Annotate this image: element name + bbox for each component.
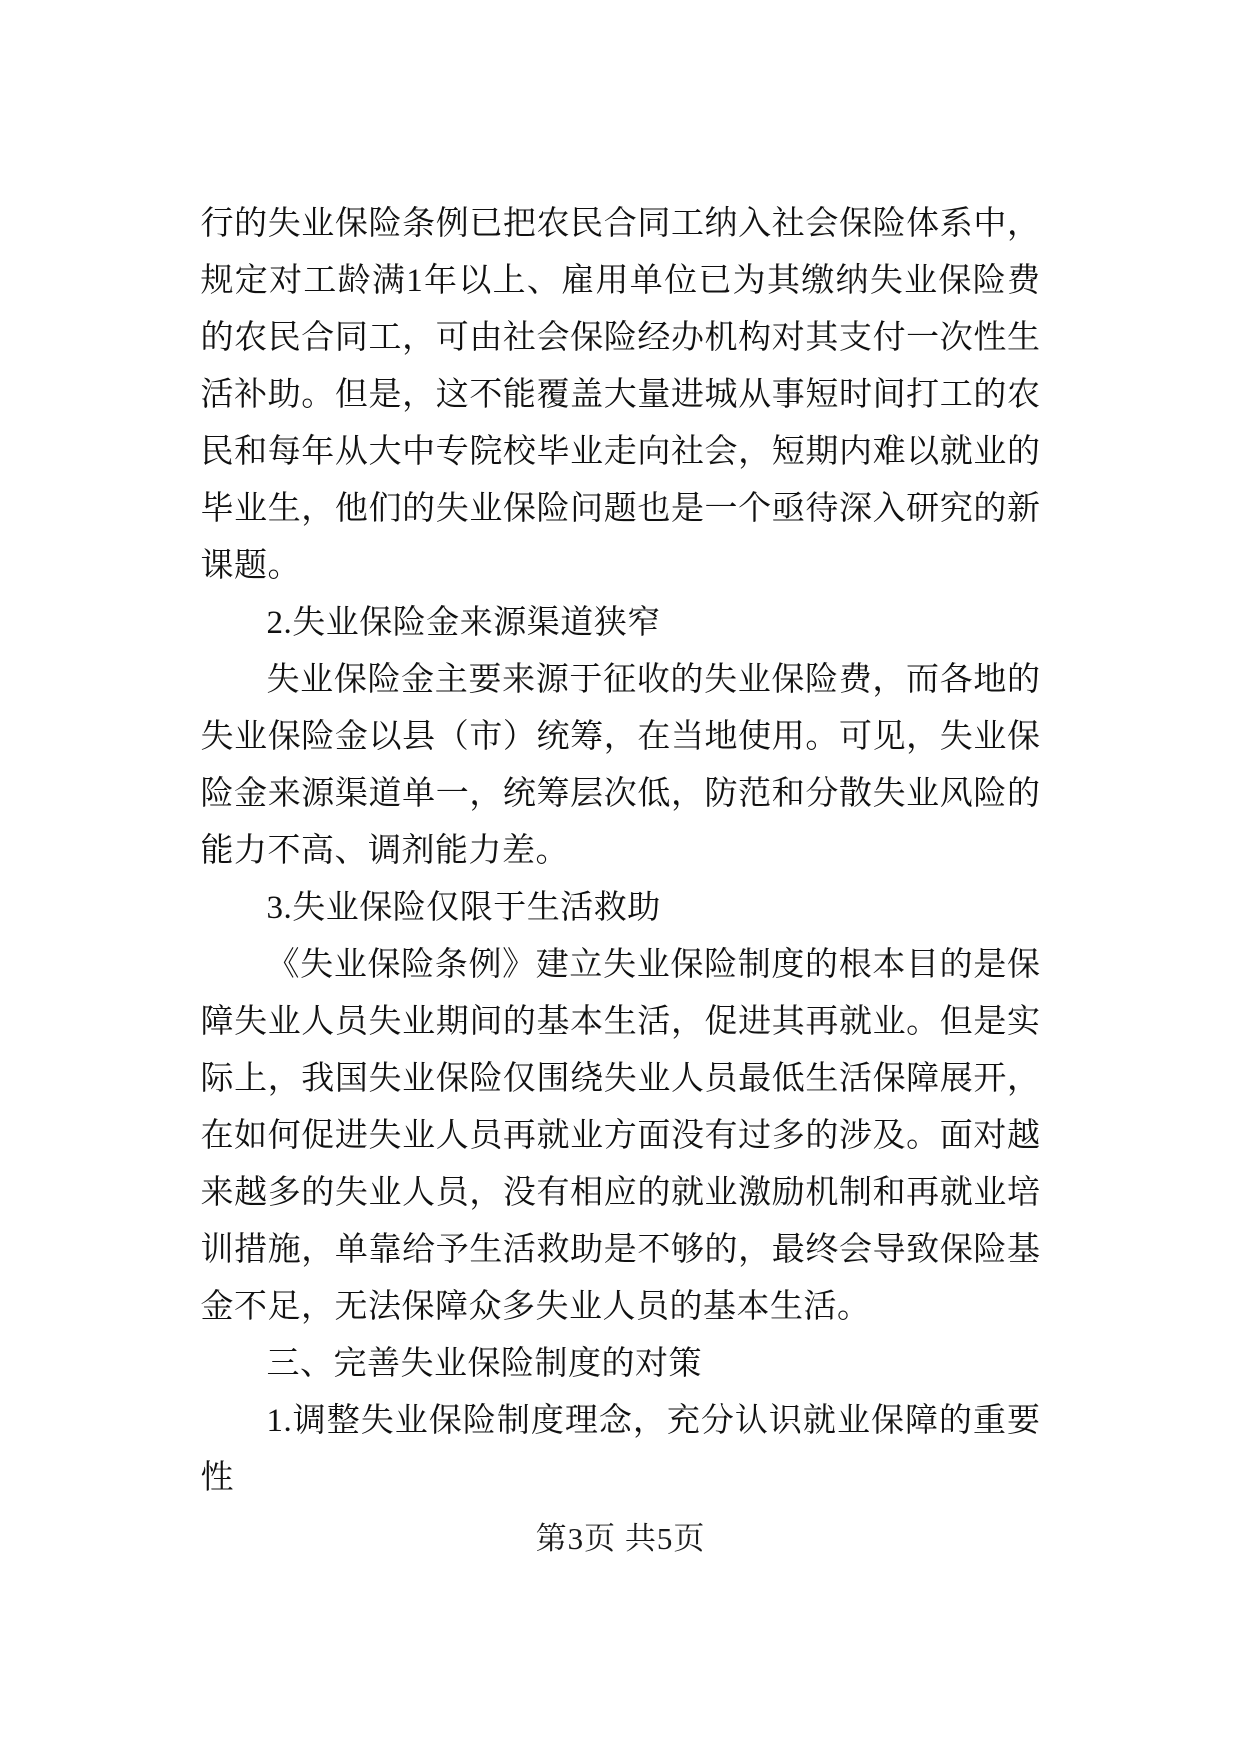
paragraph-continuation: 行的失业保险条例已把农民合同工纳入社会保险体系中，规定对工龄满1年以上、雇用单位已为其缴纳失业保险费的农民合同工，可由社会保险经办机构对其支付一次性生活补助。但是，这不能覆盖大量进城从事短时间打工的农民和每年从大中专院校毕业走向社会，短期内难以就业的毕业生，他们的失业保险问题也是一个亟待深入研究的新课题。: [200, 206, 1041, 584]
section-heading-2: 2.失业保险金来源渠道狭窄: [266, 605, 661, 641]
section-heading-1: 1.调整失业保险制度理念，充分认识就业保障的重要性: [200, 1403, 1041, 1496]
document-body: [201, 196, 1041, 1507]
page-footer: 第3页 共5页: [535, 1521, 706, 1556]
paragraph-funding-sources: 失业保险金主要来源于征收的失业保险费，而各地的失业保险金以县（市）统筹，在当地使用。可见，失业保险金来源渠道单一，统筹层次低，防范和分散失业风险的能力不高、调剂能力差。: [200, 662, 1041, 869]
paragraph-living-assistance: 《失业保险条例》建立失业保险制度的根本目的是保障失业人员失业期间的基本生活，促进其再就业。但是实际上，我国失业保险仅围绕失业人员最低生活保障展开，在如何促进失业人员再就业方面没有过多的涉及。面对越来越多的失业人员，没有相应的就业激励机制和再就业培训措施，单靠给予生活救助是不够的，最终会导致保险基金不足，无法保障众多失业人员的基本生活。: [200, 947, 1041, 1325]
section-heading-3: 3.失业保险仅限于生活救助: [266, 890, 661, 926]
section-heading-three: 三、完善失业保险制度的对策: [266, 1346, 702, 1382]
